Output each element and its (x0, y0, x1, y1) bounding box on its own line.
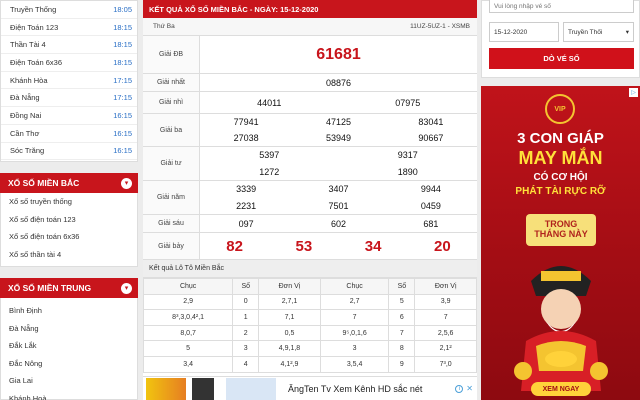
left-sidebar (0, 0, 138, 400)
ad-headline: 3 CON GIÁP (517, 130, 604, 147)
loto-cell: 4,1²,9 (259, 356, 321, 372)
loto-cell: 3,5,4 (320, 356, 389, 372)
chevron-down-icon: ▾ (625, 29, 629, 36)
result-subheader (143, 18, 477, 36)
schedule-item-time: 16:15 (113, 128, 132, 138)
ad-strip-text[interactable]: ĂngTen Tv Xem Kênh HD sắc nét (288, 383, 423, 394)
schedule-item[interactable] (1, 19, 137, 37)
prize-label: Giải sáu (143, 215, 200, 232)
prize-label: Giải nhì (143, 92, 200, 113)
mienbac-link[interactable]: Xổ số thần tài 4 (9, 249, 62, 259)
ad-thumbnail[interactable] (146, 378, 186, 400)
schedule-item-name: Điện Toán 6x36 (10, 57, 62, 67)
table-row (144, 310, 477, 326)
schedule-item-time: 18:15 (113, 57, 132, 67)
prize-value: 53949 (325, 133, 351, 143)
mientrung-link[interactable]: Đắk Lắk (9, 341, 37, 351)
loto-cell: 8 (389, 341, 415, 357)
prize-value: 53 (295, 237, 313, 255)
chevron-down-icon[interactable]: ▾ (121, 178, 132, 189)
loto-column-header: Chục (320, 279, 389, 295)
prize-bay-row (143, 233, 477, 260)
loto-cell: 9⁵,0,1,6 (320, 325, 389, 341)
draw-schedule (0, 0, 138, 162)
info-icon[interactable]: ▷ (629, 88, 638, 97)
prize-value: 1890 (397, 166, 418, 177)
prize-value: 9944 (420, 184, 441, 195)
loto-cell: 2,7,1 (259, 294, 321, 310)
loto-cell: 3 (320, 341, 389, 357)
loto-cell: 7 (389, 325, 415, 341)
loto-cell: 2,7 (320, 294, 389, 310)
loto-cell: 2,5,6 (415, 325, 477, 341)
table-row (144, 341, 477, 357)
ad-cta-button[interactable]: XEM NGAY (531, 382, 591, 396)
loto-cell: 0,5 (259, 325, 321, 341)
prize-value: 1272 (259, 166, 280, 177)
prize-value: 097 (238, 218, 254, 229)
mientrung-header[interactable] (0, 278, 138, 298)
loto-cell: 8³,3,0,4²,1 (144, 310, 233, 326)
mienbac-header[interactable] (0, 173, 138, 193)
loto-cell: 9 (389, 356, 415, 372)
schedule-item[interactable] (1, 89, 137, 107)
loto-cell: 2 (233, 325, 259, 341)
ticket-number-input[interactable] (489, 0, 634, 13)
schedule-item-time: 16:15 (113, 110, 132, 120)
prize-value: 83041 (418, 117, 444, 127)
loto-cell: 7,1 (259, 310, 321, 326)
ticket-check-form (481, 0, 640, 78)
close-icon[interactable]: ✕ (466, 384, 473, 393)
ad-plaque-line: TRONG (544, 219, 578, 230)
mientrung-list (0, 298, 138, 400)
prize-value: 2231 (236, 200, 257, 211)
prize-value: 681 (423, 218, 439, 229)
ad-subline: PHÁT TÀI RỰC RỠ (515, 186, 606, 197)
loto-cell: 4,9,1,8 (259, 341, 321, 357)
check-ticket-button[interactable]: DÒ VÉ SỐ (489, 48, 634, 69)
loto-title: Kết quả Lô Tô Miền Bắc (143, 260, 477, 278)
loto-cell: 7 (415, 310, 477, 326)
loto-table (143, 278, 477, 373)
prize-label: Giải bảy (143, 233, 200, 259)
loto-column-header: Đơn Vị (415, 279, 477, 295)
ad-plaque-line: THÁNG NÀY (534, 229, 588, 239)
schedule-item[interactable] (1, 36, 137, 54)
prize-value: 07975 (395, 97, 421, 108)
mienbac-link[interactable]: Xổ số điện toán 123 (9, 214, 76, 224)
loto-cell: 3,9 (415, 294, 477, 310)
mienbac-list (0, 193, 138, 267)
prize-value: 47125 (325, 117, 351, 127)
prize-ba-row (143, 114, 477, 147)
loto-cell: 6 (389, 310, 415, 326)
schedule-item-time: 18:05 (113, 4, 132, 14)
region-select[interactable] (563, 22, 634, 42)
prize-tu-row (143, 147, 477, 181)
mientrung-link[interactable]: Khánh Hoà (9, 393, 47, 400)
prize-value: 34 (364, 237, 382, 255)
loto-cell: 7 (320, 310, 389, 326)
mientrung-link[interactable]: Đà Nẵng (9, 323, 39, 333)
table-row (144, 356, 477, 372)
prize-value: 602 (330, 218, 346, 229)
loto-cell: 3 (233, 341, 259, 357)
prize-value: 27038 (233, 133, 259, 143)
mientrung-link[interactable]: Đắc Nông (9, 358, 43, 368)
schedule-item[interactable] (1, 143, 137, 161)
prize-value: 90667 (418, 133, 444, 143)
prize-nhi-row (143, 92, 477, 114)
ad-subline: CÓ CƠ HỘI (533, 172, 588, 183)
prize-value: 61681 (316, 45, 361, 63)
loto-header-row (144, 279, 477, 295)
mienbac-link[interactable]: Xổ số điện toán 6x36 (9, 232, 80, 242)
loto-cell: 1 (233, 310, 259, 326)
schedule-item[interactable] (1, 107, 137, 125)
ad-headline: MAY MẮN (518, 148, 603, 168)
prize-value: 7501 (328, 200, 349, 211)
loto-cell: 7³,0 (415, 356, 477, 372)
schedule-item-time: 17:15 (113, 75, 132, 85)
prize-value: 3339 (236, 184, 257, 195)
schedule-item[interactable] (1, 72, 137, 90)
mientrung-link[interactable]: Bình Định (9, 306, 42, 316)
prize-label: Giải năm (143, 181, 200, 214)
prize-label: Giải nhất (143, 74, 200, 91)
loto-cell: 3,4 (144, 356, 233, 372)
loto-cell: 0 (233, 294, 259, 310)
god-of-wealth-illustration (511, 251, 611, 391)
schedule-item[interactable] (1, 54, 137, 72)
mienbac-link[interactable]: Xổ số truyền thống (9, 197, 72, 207)
chevron-down-icon[interactable]: ▾ (121, 283, 132, 294)
right-sidebar (481, 0, 640, 400)
loto-column-header: Số (233, 279, 259, 295)
table-row (144, 325, 477, 341)
loto-cell: 5 (389, 294, 415, 310)
loto-cell: 2,1² (415, 341, 477, 357)
loto-column-header: Chục (144, 279, 233, 295)
ad-plaque (526, 214, 596, 246)
ad-strip[interactable] (143, 376, 477, 400)
schedule-item-time: 16:15 (113, 146, 132, 156)
prize-label: Giải ba (143, 114, 200, 146)
schedule-item-time: 18:15 (113, 22, 132, 32)
schedule-item[interactable] (1, 1, 137, 19)
prize-nhat-row (143, 74, 477, 92)
info-icon[interactable]: i (455, 385, 463, 393)
mienbac-title: XỔ SỐ MIỀN BẮC (8, 178, 80, 188)
result-title: KẾT QUẢ XỔ SỐ MIỀN BẮC - NGÀY: 15-12-2020 (143, 0, 477, 18)
vip-logo: VIP (545, 94, 575, 124)
schedule-item-name: Cần Thơ (10, 128, 40, 138)
region-select-value: Truyền Thối (568, 28, 603, 36)
prize-value: 3407 (328, 184, 349, 195)
prize-value: 82 (226, 237, 243, 255)
schedule-item-name: Thần Tài 4 (10, 40, 46, 50)
date-field[interactable]: 15-12-2020 (489, 22, 559, 42)
loto-cell: 5 (144, 341, 233, 357)
ad-thumbnail[interactable] (226, 378, 276, 400)
prize-value: 20 (434, 237, 451, 255)
loto-cell: 2,9 (144, 294, 233, 310)
schedule-item-name: Khánh Hòa (10, 75, 48, 85)
prize-nam-row (143, 181, 477, 215)
loto-column-header: Số (389, 279, 415, 295)
prize-label: Giải tư (143, 147, 200, 180)
schedule-item-name: Đồng Nai (10, 110, 42, 120)
prize-value: 08876 (325, 77, 352, 88)
mientrung-title: XỔ SỐ MIỀN TRUNG (8, 283, 92, 293)
prize-value: 44011 (257, 97, 282, 108)
weekday: Thứ Ba (153, 23, 175, 30)
ad-banner[interactable] (481, 86, 640, 400)
prize-value: 5397 (259, 150, 280, 161)
schedule-item-name: Đà Nẵng (10, 93, 40, 103)
schedule-item-time: 18:15 (113, 40, 132, 50)
loto-cell: 4 (233, 356, 259, 372)
ad-thumbnail[interactable] (192, 378, 214, 400)
schedule-item-name: Truyền Thống (10, 4, 57, 14)
mientrung-link[interactable]: Gia Lai (9, 376, 33, 386)
table-row (144, 294, 477, 310)
schedule-item-name: Điện Toán 123 (10, 22, 59, 32)
schedule-item-name: Sóc Trăng (10, 146, 45, 156)
schedule-item[interactable] (1, 125, 137, 143)
loto-cell: 8,0,7 (144, 325, 233, 341)
schedule-item-time: 17:15 (113, 93, 132, 103)
prize-value: 0459 (420, 200, 441, 211)
prize-sau-row (143, 215, 477, 233)
prize-value: 9317 (397, 150, 418, 161)
result-code: 11UZ-5UZ-1 - XSMB (410, 23, 470, 30)
result-panel (143, 0, 477, 400)
prize-value: 77941 (233, 117, 259, 127)
prize-label: Giải ĐB (143, 36, 200, 73)
prize-db-row (143, 36, 477, 74)
loto-column-header: Đơn Vị (259, 279, 321, 295)
